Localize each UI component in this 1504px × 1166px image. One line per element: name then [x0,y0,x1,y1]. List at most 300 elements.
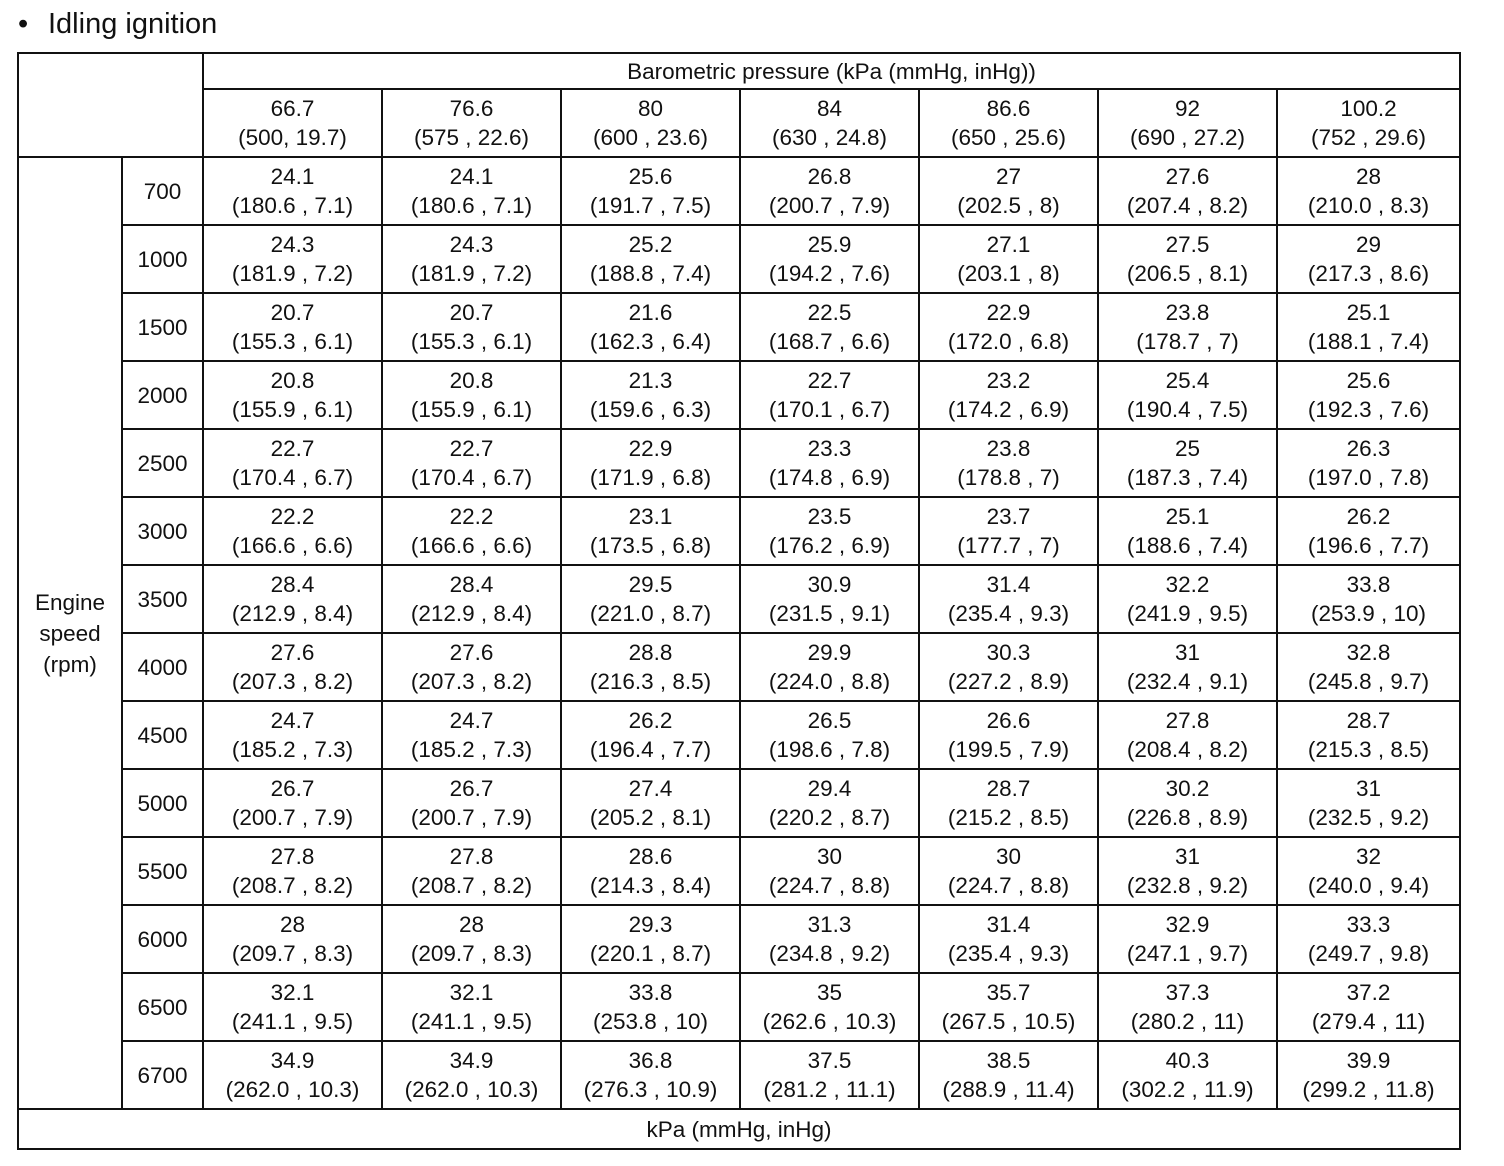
cell-mmhg-inhg: (214.3 , 8.4) [589,873,712,898]
cell-kpa: 26.8 [807,164,852,189]
table-cell [919,361,1098,429]
cell-mmhg-inhg: (155.9 , 6.1) [410,397,533,422]
cell-kpa: 23.1 [628,504,673,529]
cell-kpa: 25.1 [1165,504,1210,529]
cell-mmhg-inhg: (206.5 , 8.1) [1126,261,1249,286]
cell-kpa: 22.5 [807,300,852,325]
table-row [18,225,1460,293]
table-row [18,361,1460,429]
table-cell [203,701,382,769]
cell-kpa: 22.7 [807,368,852,393]
cell-kpa: 24.3 [449,232,494,257]
cell-mmhg-inhg: (173.5 , 6.8) [589,533,712,558]
cell-kpa: 37.3 [1165,980,1210,1005]
engine-speed-value: 5500 [122,837,203,905]
cell-kpa: 30 [816,844,843,869]
table-cell [1098,837,1277,905]
cell-kpa: 28 [1356,164,1382,189]
cell-mmhg-inhg: (280.2 , 11) [1130,1009,1245,1034]
table-cell [740,429,919,497]
pressure-kpa: 84 [816,96,843,121]
cell-kpa: 29.3 [628,912,673,937]
table-cell [1098,769,1277,837]
cell-kpa: 39.9 [1346,1048,1391,1073]
table-cell [1277,565,1460,633]
cell-kpa: 26.7 [449,776,494,801]
cell-kpa: 29.5 [628,572,673,597]
table-cell [382,429,561,497]
cell-kpa: 22.7 [449,436,494,461]
table-cell [1277,837,1460,905]
cell-kpa: 25.9 [807,232,852,257]
cell-kpa: 32.9 [1165,912,1210,937]
table-cell [382,633,561,701]
cell-mmhg-inhg: (208.7 , 8.2) [410,873,533,898]
cell-mmhg-inhg: (281.2 , 11.1) [763,1077,896,1102]
table-cell [740,157,919,225]
cell-mmhg-inhg: (302.2 , 11.9) [1121,1077,1254,1102]
cell-mmhg-inhg: (215.2 , 8.5) [947,805,1070,830]
cell-mmhg-inhg: (200.7 , 7.9) [410,805,533,830]
table-cell [382,837,561,905]
cell-kpa: 25 [1174,436,1201,461]
pressure-column-header [1098,89,1277,157]
cell-kpa: 26.5 [807,708,852,733]
table-cell [561,225,740,293]
cell-kpa: 34.9 [449,1048,494,1073]
table-cell [1277,701,1460,769]
cell-kpa: 32.2 [1165,572,1210,597]
table-row [18,905,1460,973]
pressure-kpa: 92 [1174,96,1201,121]
cell-mmhg-inhg: (212.9 , 8.4) [410,601,533,626]
cell-mmhg-inhg: (224.0 , 8.8) [768,669,891,694]
table-cell [1277,769,1460,837]
cell-mmhg-inhg: (241.1 , 9.5) [231,1009,354,1034]
cell-kpa: 30 [995,844,1022,869]
cell-mmhg-inhg: (200.7 , 7.9) [231,805,354,830]
table-cell [740,701,919,769]
cell-mmhg-inhg: (166.6 , 6.6) [410,533,533,558]
table-cell [561,497,740,565]
table-cell [1098,905,1277,973]
cell-mmhg-inhg: (162.3 , 6.4) [589,329,712,354]
engine-speed-value: 4000 [122,633,203,701]
table-cell [203,157,382,225]
cell-mmhg-inhg: (234.8 , 9.2) [768,941,891,966]
table-cell [561,905,740,973]
cell-kpa: 27.1 [986,232,1031,257]
cell-mmhg-inhg: (155.3 , 6.1) [231,329,354,354]
cell-kpa: 22.9 [986,300,1031,325]
table-cell [382,497,561,565]
cell-mmhg-inhg: (190.4 , 7.5) [1126,397,1249,422]
cell-kpa: 31.3 [807,912,852,937]
cell-kpa: 30.3 [986,640,1031,665]
pressure-mmhg-inhg: (600 , 23.6) [592,125,709,150]
cell-mmhg-inhg: (177.7 , 7) [957,533,1060,558]
cell-kpa: 31 [1174,640,1201,665]
cell-mmhg-inhg: (180.6 , 7.1) [410,193,533,218]
cell-kpa: 24.7 [449,708,494,733]
cell-mmhg-inhg: (198.6 , 7.8) [768,737,891,762]
cell-kpa: 40.3 [1165,1048,1210,1073]
table-cell [203,429,382,497]
table-cell [1277,973,1460,1041]
cell-kpa: 33.8 [1346,572,1391,597]
cell-mmhg-inhg: (247.1 , 9.7) [1126,941,1249,966]
table-row [18,157,1460,225]
cell-mmhg-inhg: (188.8 , 7.4) [589,261,712,286]
table-cell [1098,497,1277,565]
table-cell [919,429,1098,497]
cell-mmhg-inhg: (166.6 , 6.6) [231,533,354,558]
pressure-column-header [919,89,1098,157]
table-cell [382,905,561,973]
cell-mmhg-inhg: (194.2 , 7.6) [768,261,891,286]
cell-kpa: 26.6 [986,708,1031,733]
cell-kpa: 28.7 [986,776,1031,801]
cell-mmhg-inhg: (181.9 , 7.2) [231,261,354,286]
cell-kpa: 32.8 [1346,640,1391,665]
cell-mmhg-inhg: (253.9 , 10) [1310,601,1427,626]
cell-mmhg-inhg: (170.4 , 6.7) [410,465,533,490]
cell-mmhg-inhg: (207.3 , 8.2) [231,669,354,694]
cell-kpa: 23.5 [807,504,852,529]
cell-kpa: 27.8 [1165,708,1210,733]
pressure-mmhg-inhg: (630 , 24.8) [771,125,888,150]
cell-kpa: 28.7 [1346,708,1391,733]
cell-mmhg-inhg: (172.0 , 6.8) [947,329,1070,354]
cell-mmhg-inhg: (226.8 , 8.9) [1126,805,1249,830]
table-cell [1277,1041,1460,1109]
cell-kpa: 26.3 [1346,436,1391,461]
table-cell [1098,565,1277,633]
cell-kpa: 27 [995,164,1022,189]
cell-mmhg-inhg: (207.3 , 8.2) [410,669,533,694]
table-cell [561,361,740,429]
cell-kpa: 28.6 [628,844,673,869]
table-cell [203,361,382,429]
table-cell [1277,293,1460,361]
cell-kpa: 27.6 [449,640,494,665]
cell-mmhg-inhg: (241.1 , 9.5) [410,1009,533,1034]
table-cell [1277,633,1460,701]
cell-mmhg-inhg: (209.7 , 8.3) [410,941,533,966]
cell-kpa: 34.9 [270,1048,315,1073]
cell-mmhg-inhg: (155.3 , 6.1) [410,329,533,354]
table-cell [919,157,1098,225]
cell-mmhg-inhg: (235.4 , 9.3) [947,601,1070,626]
cell-mmhg-inhg: (232.5 , 9.2) [1307,805,1430,830]
table-cell [1277,225,1460,293]
cell-mmhg-inhg: (202.5 , 8) [957,193,1060,218]
cell-mmhg-inhg: (187.3 , 7.4) [1126,465,1249,490]
cell-kpa: 28.4 [270,572,315,597]
table-cell [1277,157,1460,225]
table-row [18,1041,1460,1109]
table-cell [1277,905,1460,973]
cell-kpa: 37.5 [807,1048,852,1073]
table-cell [203,497,382,565]
cell-mmhg-inhg: (170.4 , 6.7) [231,465,354,490]
table-row [18,497,1460,565]
cell-kpa: 22.7 [270,436,315,461]
engine-speed-value: 6500 [122,973,203,1041]
table-cell [919,497,1098,565]
table-cell [382,973,561,1041]
engine-speed-value: 2500 [122,429,203,497]
cell-mmhg-inhg: (210.0 , 8.3) [1307,193,1430,218]
cell-kpa: 21.3 [628,368,673,393]
table-cell [203,225,382,293]
table-cell [740,361,919,429]
cell-mmhg-inhg: (249.7 , 9.8) [1307,941,1430,966]
cell-mmhg-inhg: (232.4 , 9.1) [1126,669,1249,694]
cell-mmhg-inhg: (262.6 , 10.3) [762,1009,897,1034]
cell-mmhg-inhg: (245.8 , 9.7) [1307,669,1430,694]
cell-mmhg-inhg: (231.5 , 9.1) [768,601,891,626]
table-cell [561,701,740,769]
cell-mmhg-inhg: (192.3 , 7.6) [1307,397,1430,422]
cell-mmhg-inhg: (232.8 , 9.2) [1126,873,1249,898]
pressure-column-header [203,89,382,157]
table-cell [382,157,561,225]
bullet-icon: • [18,8,29,40]
cell-kpa: 32 [1356,844,1382,869]
engine-speed-value: 1000 [122,225,203,293]
cell-kpa: 28 [279,912,306,937]
cell-mmhg-inhg: (168.7 , 6.6) [768,329,891,354]
table-cell [203,837,382,905]
engine-speed-value: 1500 [122,293,203,361]
cell-mmhg-inhg: (276.3 , 10.9) [583,1077,718,1102]
cell-kpa: 25.6 [628,164,673,189]
table-cell [740,565,919,633]
engine-speed-label-line: Engine [34,589,106,615]
table-row [18,429,1460,497]
table-cell [203,633,382,701]
cell-kpa: 24.1 [449,164,494,189]
cell-kpa: 23.2 [986,368,1031,393]
cell-kpa: 37.2 [1346,980,1391,1005]
cell-mmhg-inhg: (196.6 , 7.7) [1307,533,1430,558]
table-cell [1098,429,1277,497]
cell-mmhg-inhg: (262.0 , 10.3) [404,1077,539,1102]
table-cell [919,973,1098,1041]
engine-speed-value: 6000 [122,905,203,973]
table-cell [1098,633,1277,701]
cell-mmhg-inhg: (178.7 , 7) [1136,329,1239,354]
table-cell [561,769,740,837]
cell-mmhg-inhg: (212.9 , 8.4) [231,601,354,626]
cell-mmhg-inhg: (253.8 , 10) [592,1009,709,1034]
cell-mmhg-inhg: (197.0 , 7.8) [1307,465,1430,490]
table-row [18,293,1460,361]
table-cell [919,769,1098,837]
table-cell [1098,225,1277,293]
table-cell [919,701,1098,769]
table-cell [203,565,382,633]
cell-kpa: 27.4 [628,776,673,801]
cell-kpa: 35.7 [986,980,1031,1005]
table-cell [561,1041,740,1109]
cell-mmhg-inhg: (171.9 , 6.8) [589,465,712,490]
table-cell [1277,497,1460,565]
cell-kpa: 27.6 [1165,164,1210,189]
ignition-table [17,52,1461,1150]
table-cell [919,633,1098,701]
cell-kpa: 30.2 [1165,776,1210,801]
pressure-kpa: 66.7 [270,96,315,121]
cell-kpa: 25.2 [628,232,673,257]
cell-mmhg-inhg: (185.2 , 7.3) [410,737,533,762]
cell-kpa: 31.4 [986,572,1031,597]
units-footer: kPa (mmHg, inHg) [18,1109,1460,1149]
pressure-kpa: 76.6 [449,96,494,121]
table-cell [1098,973,1277,1041]
cell-kpa: 24.1 [270,164,315,189]
cell-mmhg-inhg: (200.7 , 7.9) [768,193,891,218]
table-cell [382,361,561,429]
cell-mmhg-inhg: (299.2 , 11.8) [1302,1077,1435,1102]
cell-mmhg-inhg: (220.1 , 8.7) [589,941,712,966]
pressure-kpa: 86.6 [986,96,1031,121]
table-cell [382,565,561,633]
table-cell [203,769,382,837]
cell-kpa: 27.6 [270,640,315,665]
cell-kpa: 24.3 [270,232,315,257]
engine-speed-value: 700 [122,157,203,225]
cell-mmhg-inhg: (203.1 , 8) [957,261,1060,286]
table-cell [561,837,740,905]
table-cell [1277,361,1460,429]
cell-mmhg-inhg: (174.2 , 6.9) [947,397,1070,422]
cell-mmhg-inhg: (215.3 , 8.5) [1307,737,1430,762]
cell-kpa: 23.7 [986,504,1031,529]
engine-speed-value: 4500 [122,701,203,769]
cell-kpa: 20.7 [449,300,494,325]
cell-kpa: 20.8 [270,368,315,393]
cell-mmhg-inhg: (155.9 , 6.1) [231,397,354,422]
cell-kpa: 28.4 [449,572,494,597]
cell-kpa: 24.7 [270,708,315,733]
cell-kpa: 35 [816,980,843,1005]
cell-mmhg-inhg: (279.4 , 11) [1311,1009,1426,1034]
table-cell [740,293,919,361]
cell-mmhg-inhg: (176.2 , 6.9) [768,533,891,558]
table-row [18,769,1460,837]
cell-kpa: 23.8 [1165,300,1210,325]
table-cell [382,293,561,361]
cell-kpa: 27.8 [449,844,494,869]
pressure-group-header: Barometric pressure (kPa (mmHg, inHg)) [203,53,1460,89]
table-cell [561,565,740,633]
cell-kpa: 32.1 [449,980,494,1005]
cell-kpa: 27.8 [270,844,315,869]
cell-mmhg-inhg: (267.5 , 10.5) [941,1009,1076,1034]
cell-mmhg-inhg: (178.8 , 7) [957,465,1060,490]
pressure-column-header [1277,89,1460,157]
cell-mmhg-inhg: (208.7 , 8.2) [231,873,354,898]
pressure-kpa: 80 [637,96,664,121]
table-cell [561,293,740,361]
table-cell [203,973,382,1041]
cell-kpa: 29.4 [807,776,852,801]
engine-speed-value: 5000 [122,769,203,837]
cell-kpa: 33.8 [628,980,673,1005]
cell-kpa: 22.2 [449,504,494,529]
cell-kpa: 25.1 [1346,300,1391,325]
cell-mmhg-inhg: (235.4 , 9.3) [947,941,1070,966]
engine-speed-label-line: (rpm) [43,651,97,677]
cell-mmhg-inhg: (221.0 , 8.7) [589,601,712,626]
cell-kpa: 28 [458,912,485,937]
cell-kpa: 26.7 [270,776,315,801]
cell-mmhg-inhg: (262.0 , 10.3) [225,1077,360,1102]
cell-mmhg-inhg: (224.7 , 8.8) [768,873,891,898]
engine-speed-value: 6700 [122,1041,203,1109]
cell-kpa: 31.4 [986,912,1031,937]
cell-mmhg-inhg: (159.6 , 6.3) [589,397,712,422]
cell-mmhg-inhg: (207.4 , 8.2) [1126,193,1249,218]
cell-mmhg-inhg: (205.2 , 8.1) [589,805,712,830]
table-cell [740,973,919,1041]
cell-kpa: 33.3 [1346,912,1391,937]
cell-kpa: 22.9 [628,436,673,461]
table-cell [203,905,382,973]
cell-mmhg-inhg: (181.9 , 7.2) [410,261,533,286]
cell-kpa: 26.2 [1346,504,1391,529]
pressure-column-header [740,89,919,157]
table-row [18,633,1460,701]
table-cell [919,837,1098,905]
table-row [18,837,1460,905]
table-cell [740,633,919,701]
cell-kpa: 25.6 [1346,368,1391,393]
table-cell [740,905,919,973]
cell-mmhg-inhg: (209.7 , 8.3) [231,941,354,966]
engine-speed-value: 3000 [122,497,203,565]
cell-mmhg-inhg: (180.6 , 7.1) [231,193,354,218]
table-cell [740,1041,919,1109]
cell-mmhg-inhg: (227.2 , 8.9) [947,669,1070,694]
table-cell [561,973,740,1041]
cell-mmhg-inhg: (220.2 , 8.7) [768,805,891,830]
pressure-mmhg-inhg: (650 , 25.6) [950,125,1067,150]
table-cell [382,225,561,293]
cell-mmhg-inhg: (174.8 , 6.9) [768,465,891,490]
cell-mmhg-inhg: (188.1 , 7.4) [1307,329,1430,354]
table-cell [1098,361,1277,429]
cell-kpa: 27.5 [1165,232,1210,257]
cell-mmhg-inhg: (199.5 , 7.9) [947,737,1070,762]
cell-mmhg-inhg: (217.3 , 8.6) [1307,261,1430,286]
pressure-mmhg-inhg: (690 , 27.2) [1129,125,1246,150]
pressure-mmhg-inhg: (500, 19.7) [238,125,347,150]
table-cell [919,565,1098,633]
cell-kpa: 20.8 [449,368,494,393]
table-cell [561,429,740,497]
engine-speed-value: 3500 [122,565,203,633]
pressure-mmhg-inhg: (752 , 29.6) [1310,125,1427,150]
table-cell [382,701,561,769]
table-cell [1277,429,1460,497]
cell-mmhg-inhg: (188.6 , 7.4) [1126,533,1249,558]
cell-kpa: 22.2 [270,504,315,529]
table-corner [18,53,203,157]
cell-kpa: 26.2 [628,708,673,733]
